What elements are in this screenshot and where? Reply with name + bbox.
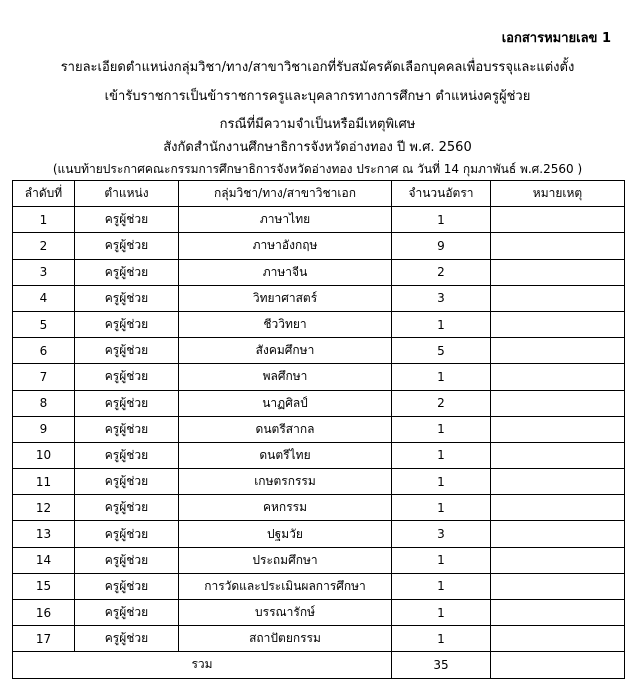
table-row <box>13 626 625 652</box>
total-row <box>13 652 625 678</box>
total-remark <box>491 652 625 678</box>
cell-order: 12 <box>13 495 75 521</box>
header-remark: หมายเหตุ <box>491 181 625 207</box>
table-row <box>13 469 625 495</box>
header-subject: กลุ่มวิชา/ทาง/สาขาวิชาเอก <box>179 181 392 207</box>
cell-subject: วิทยาศาสตร์ <box>179 285 392 311</box>
cell-subject: ดนตรีไทย <box>179 442 392 468</box>
cell-subject: คหกรรม <box>179 495 392 521</box>
cell-position: ครูผู้ช่วย <box>75 442 179 468</box>
cell-position: ครูผู้ช่วย <box>75 547 179 573</box>
document-number: เอกสารหมายเลข 1 <box>501 31 611 46</box>
cell-position: ครูผู้ช่วย <box>75 573 179 599</box>
cell-count: 1 <box>392 573 491 599</box>
cell-order: 7 <box>13 364 75 390</box>
cell-position: ครูผู้ช่วย <box>75 259 179 285</box>
cell-position: ครูผู้ช่วย <box>75 416 179 442</box>
cell-position: ครูผู้ช่วย <box>75 600 179 626</box>
cell-position: ครูผู้ช่วย <box>75 364 179 390</box>
cell-position: ครูผู้ช่วย <box>75 338 179 364</box>
table-row <box>13 495 625 521</box>
cell-order: 11 <box>13 469 75 495</box>
cell-subject: พลศึกษา <box>179 364 392 390</box>
cell-count: 1 <box>392 469 491 495</box>
cell-remark <box>491 469 625 495</box>
cell-order: 13 <box>13 521 75 547</box>
cell-remark <box>491 390 625 416</box>
table-row <box>13 573 625 599</box>
cell-remark <box>491 207 625 233</box>
cell-position: ครูผู้ช่วย <box>75 521 179 547</box>
cell-remark <box>491 521 625 547</box>
cell-subject: สังคมศึกษา <box>179 338 392 364</box>
cell-count: 1 <box>392 364 491 390</box>
table-row <box>13 390 625 416</box>
header-position: ตำแหน่ง <box>75 181 179 207</box>
total-value: 35 <box>392 652 491 678</box>
cell-order: 1 <box>13 207 75 233</box>
header-count: จำนวนอัตรา <box>392 181 491 207</box>
cell-subject: ดนตรีสากล <box>179 416 392 442</box>
cell-remark <box>491 233 625 259</box>
cell-remark <box>491 495 625 521</box>
cell-order: 9 <box>13 416 75 442</box>
cell-subject: นาฏศิลป์ <box>179 390 392 416</box>
cell-count: 1 <box>392 311 491 337</box>
table-row <box>13 311 625 337</box>
cell-order: 16 <box>13 600 75 626</box>
cell-position: ครูผู้ช่วย <box>75 495 179 521</box>
cell-subject: ภาษาจีน <box>179 259 392 285</box>
cell-position: ครูผู้ช่วย <box>75 233 179 259</box>
table-body <box>13 207 625 652</box>
cell-count: 5 <box>392 338 491 364</box>
table-row <box>13 600 625 626</box>
table-row <box>13 416 625 442</box>
cell-count: 9 <box>392 233 491 259</box>
cell-subject: บรรณารักษ์ <box>179 600 392 626</box>
cell-order: 5 <box>13 311 75 337</box>
cell-count: 3 <box>392 285 491 311</box>
cell-order: 17 <box>13 626 75 652</box>
cell-subject: ภาษาไทย <box>179 207 392 233</box>
cell-remark <box>491 442 625 468</box>
cell-order: 2 <box>13 233 75 259</box>
cell-subject: ภาษาอังกฤษ <box>179 233 392 259</box>
heading-line-4: สังกัดสำนักงานศึกษาธิการจังหวัดอ่างทอง ปี พ.ศ. 2560 <box>163 140 472 155</box>
cell-count: 1 <box>392 442 491 468</box>
cell-remark <box>491 600 625 626</box>
positions-table <box>12 180 625 679</box>
cell-order: 4 <box>13 285 75 311</box>
table-row <box>13 547 625 573</box>
table-row <box>13 259 625 285</box>
cell-subject: เกษตรกรรม <box>179 469 392 495</box>
total-label: รวม <box>13 652 392 678</box>
cell-count: 1 <box>392 207 491 233</box>
cell-count: 2 <box>392 259 491 285</box>
cell-subject: ชีววิทยา <box>179 311 392 337</box>
cell-position: ครูผู้ช่วย <box>75 626 179 652</box>
cell-order: 8 <box>13 390 75 416</box>
cell-count: 1 <box>392 626 491 652</box>
cell-count: 1 <box>392 495 491 521</box>
cell-remark <box>491 338 625 364</box>
cell-subject: ประถมศึกษา <box>179 547 392 573</box>
table-row <box>13 442 625 468</box>
heading-line-1: รายละเอียดตำแหน่งกลุ่มวิชา/ทาง/สาขาวิชาเอกที่รับสมัครคัดเลือกบุคคลเพื่อบรรจุและแต่งตั้ง <box>60 60 575 75</box>
cell-remark <box>491 573 625 599</box>
cell-order: 6 <box>13 338 75 364</box>
cell-order: 10 <box>13 442 75 468</box>
table-header-row <box>13 181 625 207</box>
cell-remark <box>491 285 625 311</box>
cell-remark <box>491 626 625 652</box>
cell-count: 2 <box>392 390 491 416</box>
cell-position: ครูผู้ช่วย <box>75 285 179 311</box>
cell-order: 14 <box>13 547 75 573</box>
cell-remark <box>491 364 625 390</box>
cell-count: 3 <box>392 521 491 547</box>
cell-remark <box>491 311 625 337</box>
cell-order: 15 <box>13 573 75 599</box>
cell-remark <box>491 416 625 442</box>
table-row <box>13 338 625 364</box>
cell-count: 1 <box>392 600 491 626</box>
heading-line-3: กรณีที่มีความจำเป็นหรือมีเหตุพิเศษ <box>219 117 416 132</box>
cell-subject: ปฐมวัย <box>179 521 392 547</box>
cell-remark <box>491 259 625 285</box>
cell-position: ครูผู้ช่วย <box>75 311 179 337</box>
table-row <box>13 233 625 259</box>
table-row <box>13 285 625 311</box>
cell-position: ครูผู้ช่วย <box>75 207 179 233</box>
heading-line-2: เข้ารับราชการเป็นข้าราชการครูและบุคลากรทางการศึกษา ตำแหน่งครูผู้ช่วย <box>104 89 531 104</box>
cell-position: ครูผู้ช่วย <box>75 469 179 495</box>
cell-order: 3 <box>13 259 75 285</box>
table-row <box>13 521 625 547</box>
header-order: ลำดับที่ <box>13 181 75 207</box>
cell-position: ครูผู้ช่วย <box>75 390 179 416</box>
cell-subject: สถาปัตยกรรม <box>179 626 392 652</box>
cell-subject: การวัดและประเมินผลการศึกษา <box>179 573 392 599</box>
table-row <box>13 364 625 390</box>
cell-count: 1 <box>392 416 491 442</box>
table-row <box>13 207 625 233</box>
heading-line-5: (แนบท้ายประกาศคณะกรรมการศึกษาธิการจังหวัดอ่างทอง ประกาศ ณ วันที่ 14 กุมภาพันธ์ พ.ศ.2560 ) <box>52 162 583 176</box>
cell-remark <box>491 547 625 573</box>
cell-count: 1 <box>392 547 491 573</box>
